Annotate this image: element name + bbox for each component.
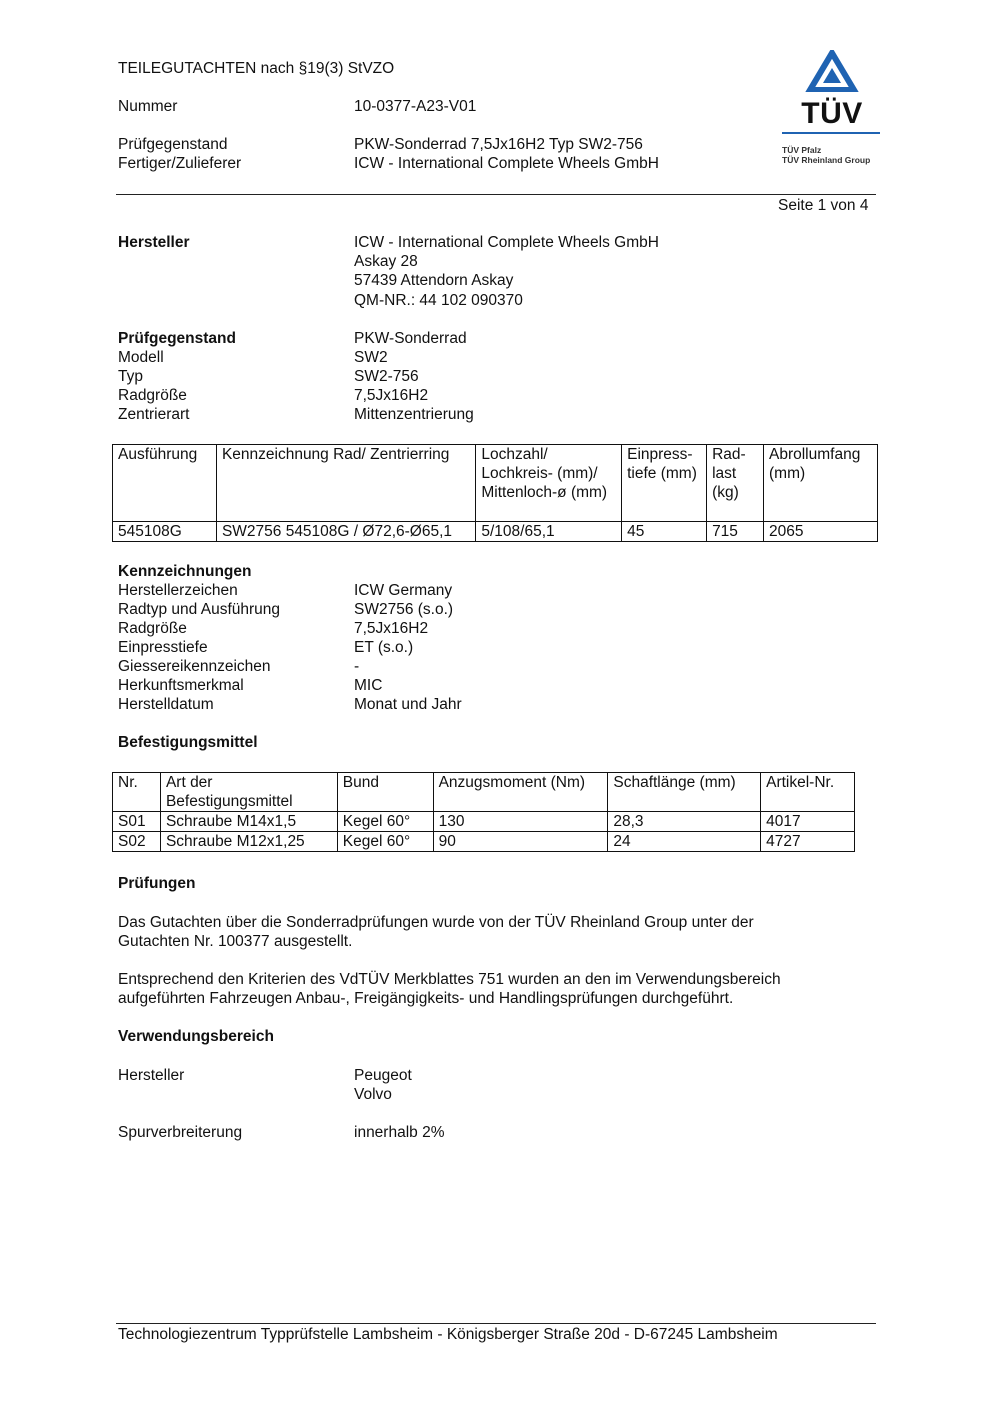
table-cell: 90	[433, 832, 608, 852]
tuv-logo	[780, 50, 884, 165]
tuv-triangle-icon	[780, 50, 884, 92]
header-pruefgegenstand-value: PKW-Sonderrad 7,5Jx16H2 Typ SW2-756	[354, 136, 643, 153]
fastener-header-cell: Nr.	[113, 773, 161, 812]
kz-value: MIC	[354, 677, 383, 694]
fastener-header-cell: Anzugsmoment (Nm)	[433, 773, 608, 812]
table-cell: S01	[113, 812, 161, 832]
hersteller-heading: Hersteller	[118, 234, 190, 251]
logo-subtitle-2: TÜV Rheinland Group	[782, 154, 871, 165]
vb-hersteller-value-1: Peugeot	[354, 1067, 412, 1084]
zentrierart-value: Mittenzentrierung	[354, 406, 474, 423]
kennzeichnungen-heading: Kennzeichnungen	[118, 563, 252, 580]
vb-hersteller-value-2: Volvo	[354, 1086, 392, 1103]
pruefungen-paragraph-2-line-2: aufgeführten Fahrzeugen Anbau-, Freigängigkeits- und Handlingsprüfungen durchgeführt.	[118, 990, 734, 1007]
document-title: TEILEGUTACHTEN nach §19(3) StVZO	[118, 60, 395, 77]
nummer-label: Nummer	[118, 98, 178, 115]
typ-value: SW2-756	[354, 368, 419, 385]
kz-label: Herstelldatum	[118, 696, 214, 713]
befestigung-heading: Befestigungsmittel	[118, 734, 258, 751]
hersteller-line-2: Askay 28	[354, 253, 418, 270]
table-row	[113, 832, 855, 852]
pruefgegenstand-heading-value: PKW-Sonderrad	[354, 330, 467, 347]
kz-value: ICW Germany	[354, 582, 453, 599]
table-cell: 2065	[764, 522, 878, 542]
verwendungsbereich-heading: Verwendungsbereich	[118, 1028, 274, 1045]
table-cell: 545108G	[113, 522, 217, 542]
kz-label: Radgröße	[118, 620, 187, 637]
modell-value: SW2	[354, 349, 388, 366]
radgroesse-label: Radgröße	[118, 387, 187, 404]
page-info: Seite 1 von 4	[778, 197, 869, 214]
kz-value: ET (s.o.)	[354, 639, 414, 656]
pruefungen-paragraph-1-line-1: Das Gutachten über die Sonderradprüfungen wurde von der TÜV Rheinland Group unter der	[118, 914, 754, 931]
table-cell: 24	[608, 832, 761, 852]
spurverbreiterung-value: innerhalb 2%	[354, 1124, 445, 1141]
wheel-header-cell: Abrollumfang (mm)	[764, 445, 878, 522]
footer-text: Technologiezentrum Typprüfstelle Lambsheim - Königsberger Straße 20d - D-67245 Lambsheim	[118, 1326, 778, 1343]
wheel-header-cell: Lochzahl/ Lochkreis- (mm)/ Mittenloch-ø (mm)	[476, 445, 622, 522]
fertiger-label: Fertiger/Zulieferer	[118, 155, 242, 172]
logo-subtitle-1: TÜV Pfalz	[782, 145, 822, 155]
hersteller-line-4: QM-NR.: 44 102 090370	[354, 292, 523, 309]
kz-label: Radtyp und Ausführung	[118, 601, 281, 618]
table-cell: Kegel 60°	[337, 832, 433, 852]
radgroesse-value: 7,5Jx16H2	[354, 387, 429, 404]
logo-text: TÜV	[801, 97, 863, 130]
kz-value: 7,5Jx16H2	[354, 620, 429, 637]
wheel-table	[112, 444, 878, 542]
fastener-header-cell: Bund	[337, 773, 433, 812]
kz-label: Herkunftsmerkmal	[118, 677, 244, 694]
table-row	[113, 812, 855, 832]
fertiger-value: ICW - International Complete Wheels GmbH	[354, 155, 659, 172]
spurverbreiterung-label: Spurverbreiterung	[118, 1124, 243, 1141]
fastener-header-cell: Schaftlänge (mm)	[608, 773, 761, 812]
fastener-header-cell: Art der Befestigungsmittel	[160, 773, 337, 812]
table-cell: Schraube M12x1,25	[160, 832, 337, 852]
fastener-table	[112, 772, 855, 852]
table-cell: 28,3	[608, 812, 761, 832]
modell-label: Modell	[118, 349, 164, 366]
header-divider	[116, 194, 876, 195]
typ-label: Typ	[118, 368, 143, 385]
header-pruefgegenstand-label: Prüfgegenstand	[118, 136, 228, 153]
table-cell: S02	[113, 832, 161, 852]
wheel-header-cell: Rad- last (kg)	[707, 445, 764, 522]
fastener-header-cell: Artikel-Nr.	[761, 773, 855, 812]
kz-value: SW2756 (s.o.)	[354, 601, 454, 618]
wheel-header-cell: Ausführung	[113, 445, 217, 522]
table-cell: 45	[622, 522, 707, 542]
table-cell: 4727	[761, 832, 855, 852]
table-cell: 715	[707, 522, 764, 542]
kz-label: Einpresstiefe	[118, 639, 208, 656]
table-cell: 130	[433, 812, 608, 832]
nummer-value: 10-0377-A23-V01	[354, 98, 477, 115]
table-cell: 5/108/65,1	[476, 522, 622, 542]
wheel-header-cell: Kennzeichnung Rad/ Zentrierring	[216, 445, 475, 522]
hersteller-line-3: 57439 Attendorn Askay	[354, 272, 514, 289]
table-row	[113, 522, 878, 542]
vb-hersteller-label: Hersteller	[118, 1067, 185, 1084]
hersteller-line-1: ICW - International Complete Wheels GmbH	[354, 234, 659, 251]
kz-value: -	[354, 658, 360, 675]
pruefgegenstand-heading: Prüfgegenstand	[118, 330, 236, 347]
logo-bar	[782, 132, 880, 134]
wheel-header-cell: Einpress- tiefe (mm)	[622, 445, 707, 522]
table-cell: SW2756 545108G / Ø72,6-Ø65,1	[216, 522, 475, 542]
table-cell: Kegel 60°	[337, 812, 433, 832]
table-cell: Schraube M14x1,5	[160, 812, 337, 832]
pruefungen-paragraph-2-line-1: Entsprechend den Kriterien des VdTÜV Merkblattes 751 wurden an den im Verwendungsbereich	[118, 971, 781, 988]
wheel-table-header-row	[113, 445, 878, 522]
fastener-header-row	[113, 773, 855, 812]
kz-label: Herstellerzeichen	[118, 582, 238, 599]
kz-label: Giessereikennzeichen	[118, 658, 271, 675]
pruefungen-heading: Prüfungen	[118, 875, 196, 892]
table-cell: 4017	[761, 812, 855, 832]
zentrierart-label: Zentrierart	[118, 406, 190, 423]
footer-divider	[116, 1323, 876, 1324]
pruefungen-paragraph-1-line-2: Gutachten Nr. 100377 ausgestellt.	[118, 933, 353, 950]
kz-value: Monat und Jahr	[354, 696, 462, 713]
